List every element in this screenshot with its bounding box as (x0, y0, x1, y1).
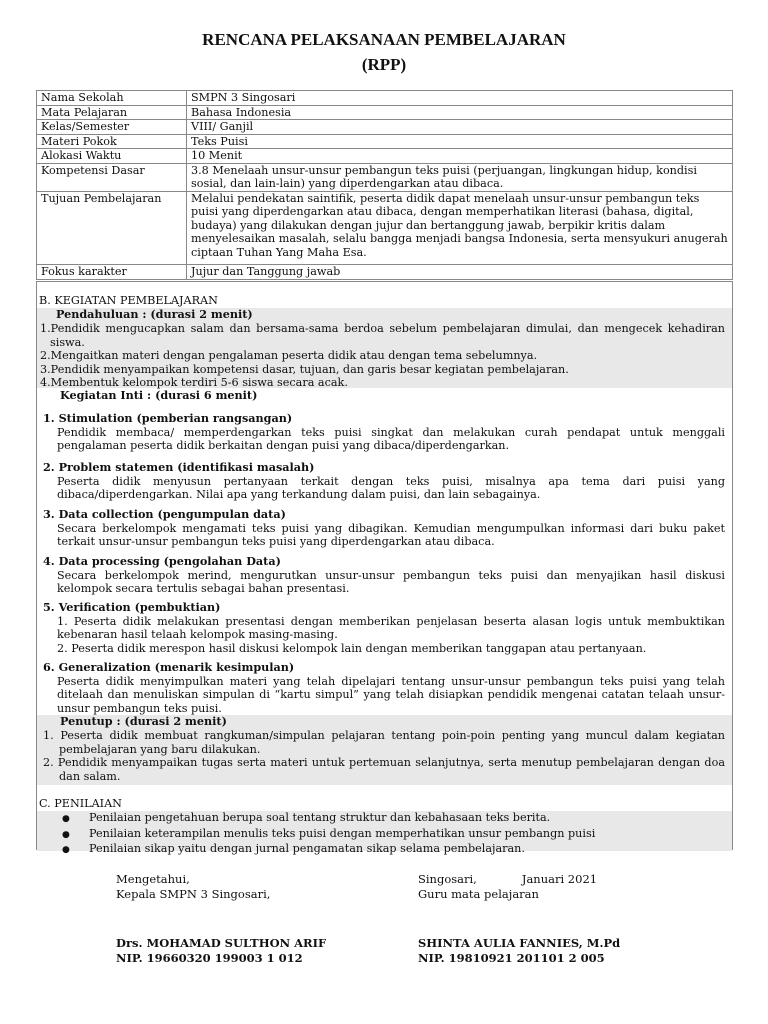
list-item: ● Penilaian pengetahuan berupa soal tentang struktur dan kebahasaan teks berita. (62, 811, 722, 827)
row-value: Teks Puisi (187, 134, 733, 149)
teacher-nip: NIP. 19810921 201101 2 005 (418, 951, 605, 965)
row-key: Materi Pokok (37, 134, 187, 149)
table-row (37, 265, 733, 280)
principal-name: Drs. MOHAMAD SULTHON ARIF (116, 936, 327, 950)
row-key: Kelas/Semester (37, 120, 187, 135)
row-value: 3.8 Menelaah unsur-unsur pembangun teks puisi (perjuangan, lingkungan hidup, kondisi sosial, dan lain-lain) yang diperdengarkan atau dibaca. (187, 163, 733, 191)
table-row (37, 191, 733, 265)
step-2 (43, 461, 725, 502)
opening-title: Pendahuluan : (durasi 2 menit) (56, 307, 253, 321)
step-body: 1. Peserta didik melakukan presentasi dengan memberikan penjelasan beserta alasan logis untuk membuktikan kebenaran hasil telaah kelompok masing-masing. (57, 614, 725, 641)
step-title: 2. Problem statemen (identifikasi masalah) (43, 460, 315, 474)
teacher-label: Guru mata pelajaran (418, 887, 539, 901)
step-5 (43, 601, 725, 655)
opening-list (40, 322, 725, 390)
closing-list (43, 729, 725, 783)
principal-nip: NIP. 19660320 199003 1 012 (116, 951, 303, 965)
list-item: 3.Pendidik menyampaikan kompetensi dasar, tujuan, dan garis besar kegiatan pembelajaran. (40, 362, 569, 376)
list-item: 2. Pendidik menyampaikan tugas serta materi untuk pertemuan selanjutnya, serta menutup pembelajaran dengan doa dan salam. (43, 756, 725, 783)
identity-table (36, 90, 733, 280)
list-item: 4.Membentuk kelompok terdiri 5-6 siswa secara acak. (40, 376, 348, 389)
row-key: Fokus karakter (37, 265, 187, 280)
row-key: Mata Pelajaran (37, 105, 187, 120)
table-row (37, 91, 733, 106)
list-item: 1.Pendidik mengucapkan salam dan bersama-sama berdoa sebelum pembelajaran dimulai, dan mengecek kehadiran siswa. (40, 322, 725, 349)
row-value: VIII/ Ganjil (187, 120, 733, 135)
table-row (37, 134, 733, 149)
row-key: Alokasi Waktu (37, 149, 187, 164)
bullet-icon: ● (62, 845, 70, 855)
step-1 (43, 412, 725, 453)
row-key: Kompetensi Dasar (37, 163, 187, 191)
acknowledge-label: Mengetahui, (116, 872, 190, 886)
list-item: 1. Peserta didik membuat rangkuman/simpulan pelajaran tentang poin-poin penting yang muncul dalam kegiatan pembelajaran yang baru dilakukan. (43, 729, 725, 756)
step-body: Secara berkelompok mengamati teks puisi yang dibagikan. Kemudian mengumpulkan informasi dari buku paket terkait unsur-unsur pembangun teks puisi yang diperdengarkan atau dibaca. (57, 521, 725, 548)
date-label: Januari 2021 (521, 872, 598, 886)
step-title: 1. Stimulation (pemberian rangsangan) (43, 411, 293, 425)
activities-heading: B. KEGIATAN PEMBELAJARAN (39, 294, 218, 307)
signature-right-name (418, 936, 620, 966)
row-value: Jujur dan Tanggung jawab (187, 265, 733, 280)
step-title: 5. Verification (pembuktian) (43, 600, 221, 614)
document-title: RENCANA PELAKSANAAN PEMBELAJARAN (202, 30, 566, 49)
bullet-icon: ● (62, 814, 70, 824)
step-3 (43, 508, 725, 549)
step-title: 3. Data collection (pengumpulan data) (43, 507, 286, 521)
list-item: ● Penilaian sikap yaitu dengan jurnal pengamatan sikap selama pembelajaran. (62, 842, 722, 858)
table-row (37, 105, 733, 120)
document-subtitle: (RPP) (361, 55, 407, 74)
bullet-icon: ● (62, 829, 70, 840)
assessment-heading: C. PENILAIAN (39, 797, 122, 810)
list-item: ● Penilaian keterampilan menulis teks puisi dengan memperhatikan unsur pembangn puisi (62, 827, 722, 843)
principal-label: Kepala SMPN 3 Singosari, (116, 887, 271, 901)
step-title: 6. Generalization (menarik kesimpulan) (43, 660, 295, 674)
list-item: 2.Mengaitkan materi dengan pengalaman peserta didik atau dengan tema sebelumnya. (40, 349, 538, 362)
assessment-list (62, 811, 722, 858)
step-body: Secara berkelompok merind, mengurutkan unsur-unsur pembangun teks puisi dan menyajikan hasil diskusi kelompok secara tertulis sebagai bahan presentasi. (57, 568, 725, 595)
row-value: 10 Menit (187, 149, 733, 164)
table-row (37, 149, 733, 164)
row-key: Nama Sekolah (37, 91, 187, 106)
signature-left (116, 872, 270, 902)
place-label: Singosari, (418, 872, 477, 886)
step-body: Peserta didik menyusun pertanyaan terkait dengan teks puisi, misalnya apa tema dari puisi yang dibaca/diperdengarkan. Nilai apa yang terkandung dalam puisi, dan lain sebagainya. (57, 474, 725, 501)
signature-left-name (116, 936, 326, 966)
step-6 (43, 661, 725, 715)
row-key: Tujuan Pembelajaran (37, 191, 187, 265)
step-4 (43, 555, 725, 596)
table-row (37, 163, 733, 191)
table-row (37, 120, 733, 135)
signature-right (418, 872, 597, 902)
row-value: Bahasa Indonesia (187, 105, 733, 120)
step-body: 2. Peserta didik merespon hasil diskusi kelompok lain dengan memberikan tanggapan atau pertanyaan. (57, 641, 647, 655)
teacher-name: SHINTA AULIA FANNIES, M.Pd (418, 936, 621, 950)
step-title: 4. Data processing (pengolahan Data) (43, 554, 281, 568)
step-body: Pendidik membaca/ memperdengarkan teks puisi singkat dan melakukan curah pendapat untuk menggali pengalaman peserta didik berkaitan dengan puisi yang dibaca/diperdengarkan. (57, 425, 725, 452)
row-value: SMPN 3 Singosari (187, 91, 733, 106)
row-value: Melalui pendekatan saintifik, peserta didik dapat menelaah unsur-unsur pembangun teks puisi yang diperdengarkan atau dibaca, dengan memperhatikan literasi (bahasa, digital, budaya) yang dilakukan dengan jujur dan bertanggung jawab, berpikir kritis dalam menyelesaikan masalah, selalu bangga menjadi bangsa Indonesia, serta mensyukuri anugerah ciptaan Tuhan Yang Maha Esa. (187, 191, 733, 265)
step-body: Peserta didik menyimpulkan materi yang telah dipelajari tentang unsur-unsur pembangun teks puisi yang telah ditelaah dan menuliskan simpulan di “kartu simpul” yang telah disiapkan pendidik mengenai catatan telaah unsur-unsur pembangun teks puisi. (57, 674, 725, 715)
core-title: Kegiatan Inti : (durasi 6 menit) (60, 388, 258, 402)
closing-title: Penutup : (durasi 2 menit) (60, 714, 227, 728)
